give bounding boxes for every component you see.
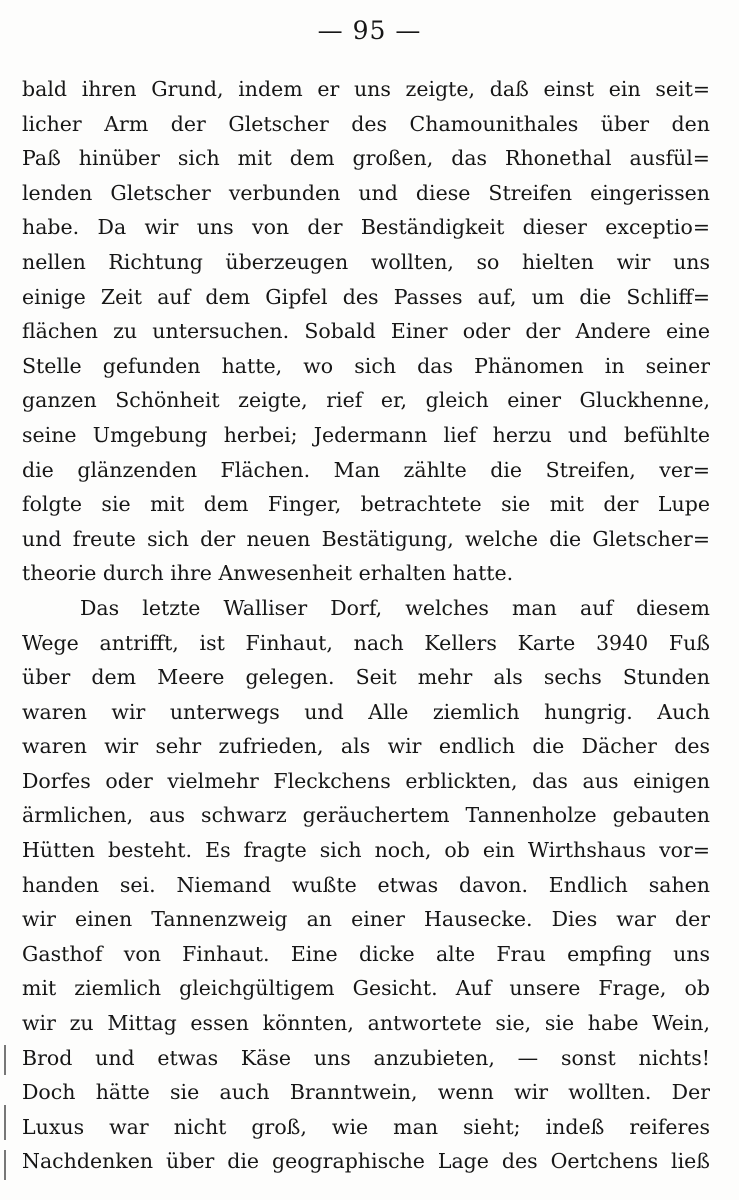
text-line: über dem Meere gelegen. Seit mehr als sechs Stunden [22,665,710,690]
text-line: seine Umgebung herbei; Jedermann lief herzu und befühlte [22,422,710,447]
scan-edge-mark [4,1045,6,1075]
text-line: wir einen Tannenzweig an einer Hausecke. Dies war der [22,907,710,932]
text-line: handen sei. Niemand wußte etwas davon. Endlich sahen [22,872,710,897]
text-line: Paß hinüber sich mit dem großen, das Rhonethal ausfül= [22,146,710,171]
text-line: Doch hätte sie auch Branntwein, wenn wir wollten. Der [22,1080,710,1105]
text-line: ganzen Schönheit zeigte, rief er, gleich einer Gluckhenne, [22,388,710,413]
text-line: die glänzenden Flächen. Man zählte die Streifen, ver= [22,457,710,482]
text-line: Luxus war nicht groß, wie man sieht; indeß reiferes [22,1114,710,1139]
text-line: Das letzte Walliser Dorf, welches man auf diesem [80,595,710,620]
text-line: mit ziemlich gleichgültigem Gesicht. Auf unsere Frage, ob [22,976,710,1001]
text-line: waren wir unterwegs und Alle ziemlich hungrig. Auch [22,699,710,724]
text-line: licher Arm der Gletscher des Chamounithales über den [22,111,710,136]
text-line: Hütten besteht. Es fragte sich noch, ob ein Wirthshaus vor= [22,838,710,863]
scan-edge-mark [4,1150,6,1180]
scan-edge-mark [4,1105,6,1140]
body-text [22,72,710,1179]
page-number: — 95 — [317,16,422,45]
text-line: lenden Gletscher verbunden und diese Streifen eingerissen [22,180,710,205]
text-line: bald ihren Grund, indem er uns zeigte, daß einst ein seit= [22,77,710,101]
text-line: Dorfes oder vielmehr Fleckchens erblickten, das aus einigen [22,768,710,793]
text-line: nellen Richtung überzeugen wollten, so hielten wir uns [22,249,710,274]
text-line: Nachdenken über die geographische Lage des Oertchens ließ [22,1149,710,1174]
text-line: Wege antrifft, ist Finhaut, nach Kellers Karte 3940 Fuß [22,630,710,655]
paragraph-2 [22,591,710,1179]
text-line: theorie durch ihre Anwesenheit erhalten hatte. [22,561,514,586]
text-line: habe. Da wir uns von der Beständigkeit dieser exceptio= [22,215,710,240]
text-line: Brod und etwas Käse uns anzubieten, — sonst nichts! [22,1045,710,1070]
text-line: flächen zu untersuchen. Sobald Einer oder der Andere eine [22,319,710,344]
text-line: einige Zeit auf dem Gipfel des Passes auf, um die Schliff= [22,284,710,309]
text-line: waren wir sehr zufrieden, als wir endlich die Dächer des [22,734,710,759]
paragraph-1 [22,72,710,591]
text-line: wir zu Mittag essen könnten, antwortete sie, sie habe Wein, [22,1011,710,1036]
text-line: Gasthof von Finhaut. Eine dicke alte Frau empfing uns [22,941,710,966]
text-line: Stelle gefunden hatte, wo sich das Phänomen in seiner [22,353,710,378]
text-line: folgte sie mit dem Finger, betrachtete sie mit der Lupe [22,492,710,517]
text-line: ärmlichen, aus schwarz geräuchertem Tannenholze gebauten [22,803,710,828]
text-line: und freute sich der neuen Bestätigung, welche die Gletscher= [22,526,710,551]
